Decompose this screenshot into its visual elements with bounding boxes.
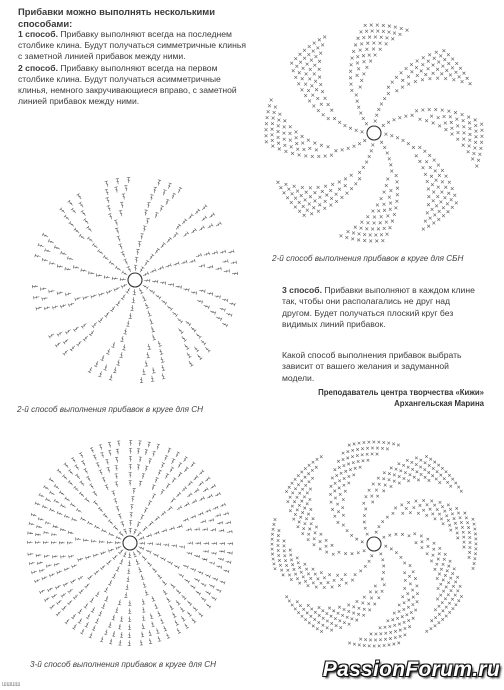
diagram-sn-method2 (30, 170, 240, 398)
diagram-sn-method3 (20, 432, 240, 654)
author-signature (318, 388, 484, 409)
author-position: Преподаватель центра творчества «Кижи» (318, 388, 484, 397)
caption-middle-left: 2-й способ выполнения прибавок в круге для СН (17, 405, 204, 414)
intro-title: Прибавки можно выполнять несколькими способами: (18, 6, 215, 29)
caption-bottom-left: 3-й способ выполнения прибавок в круге для СН (30, 660, 217, 669)
diagram-sbn-method2 (256, 16, 492, 250)
choice-paragraph: Какой способ выполнения прибавок выбрать зависит от вашего желания и задуманной модели. (282, 350, 462, 383)
method3-paragraph (282, 285, 482, 331)
site-watermark: PassionForum.ru (322, 658, 500, 681)
method2-label: 2 способ. (18, 62, 58, 73)
method2-text: Прибавку выполняют всегда на первом столбике клина. Будут получаться асимметричные клинья, немного закручивающиеся вправо, с заметной линией прибавок между ними. (18, 62, 237, 107)
method1-paragraph (18, 29, 250, 63)
method1-label: 1 способ. (18, 29, 58, 39)
caption-top-right: 2-й способ выполнения прибавок в круге для СБН (272, 254, 464, 263)
diagram-swirl (258, 436, 494, 660)
page-number: ШШШШ (2, 682, 21, 688)
intro-text-block (18, 6, 250, 107)
method1-text: Прибавку выполняют всегда на последнем столбике клина. Будут получаться симметричные клинья с заметной линией прибавок между ними. (18, 29, 246, 62)
method3-text: Прибавки выполняют в каждом клине так, чтобы они располагались не друг над другом. Будет получаться плоский круг без видимых линий прибавок. (282, 285, 475, 330)
author-name: Архангельская Марина (394, 398, 484, 408)
method3-label: 3 способ. (282, 285, 322, 295)
method2-paragraph (18, 63, 250, 108)
